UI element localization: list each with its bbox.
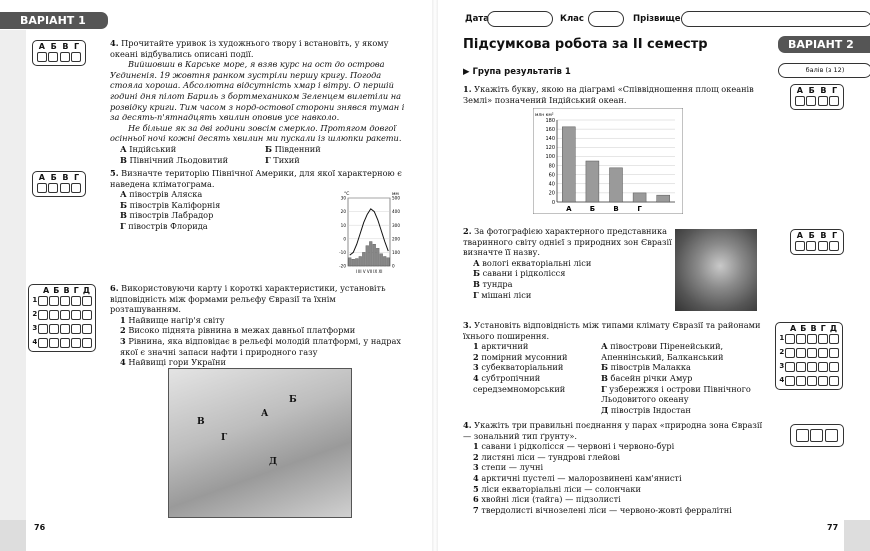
precipitation-bar bbox=[387, 258, 390, 266]
answer-grid-q5-left[interactable]: А Б В Г bbox=[32, 171, 86, 197]
climatogram-chart bbox=[330, 188, 408, 276]
precipitation-unit-label: мм bbox=[392, 192, 399, 197]
precipitation-bar bbox=[362, 252, 365, 266]
precipitation-tick-label: 100 bbox=[392, 250, 400, 255]
y-tick-label: 40 bbox=[548, 181, 555, 188]
x-tick-label: Б bbox=[589, 205, 596, 213]
bar bbox=[657, 195, 670, 202]
page-title: Підсумкова робота за ІІ семестр bbox=[463, 37, 708, 52]
left-footer-strip bbox=[0, 520, 26, 551]
answer-grid-q1-right[interactable]: А Б В Г bbox=[790, 84, 844, 110]
precipitation-tick-label: 200 bbox=[392, 236, 400, 242]
lynx-photo bbox=[675, 229, 757, 311]
y-axis-label: млн км² bbox=[535, 113, 554, 118]
precipitation-tick-label: 400 bbox=[392, 209, 400, 215]
surname-label: Прізвище bbox=[633, 14, 681, 24]
precipitation-bar bbox=[376, 248, 379, 266]
precipitation-bar bbox=[359, 256, 362, 266]
temperature-tick-label: 0 bbox=[343, 236, 346, 242]
precipitation-bar bbox=[352, 259, 355, 266]
y-tick-label: 140 bbox=[545, 136, 555, 143]
precipitation-bar bbox=[380, 254, 383, 266]
eurasia-map: А Б В Г Д bbox=[168, 368, 352, 518]
class-label: Клас bbox=[560, 14, 584, 24]
y-tick-label: 0 bbox=[551, 199, 555, 206]
temperature-tick-label: 10 bbox=[340, 222, 346, 228]
page-number-left: 76 bbox=[34, 523, 46, 532]
y-tick-label: 180 bbox=[545, 117, 555, 124]
precipitation-tick-label: 500 bbox=[392, 195, 400, 201]
right-page bbox=[435, 0, 870, 551]
bar bbox=[610, 168, 623, 202]
answer-grid-q4-left[interactable]: А Б В Г bbox=[32, 40, 86, 66]
answer-grid-q4-right[interactable] bbox=[790, 424, 844, 447]
question-5-left: 5. Визначте територію Північної Америки, для якої характерною є наведена кліматограма. А півострів Аляска Б півострів Каліфорнія В півострів Лабрадор Г півострів Флорида bbox=[110, 168, 402, 231]
precipitation-bar bbox=[369, 242, 372, 266]
question-4-right: 4. Укажіть три правильні поєднання у парах «природна зона Євразії — зональний тип ґрунту». 1 савани і рідколісся — червоні і червоно-бурі 2 листяні ліси — тундрові глейові 3 степи — лучні 4 арктичні пустелі — малорозвинені кам'янисті 5 ліси екваторіальні ліси — солончаки 6 хвойні ліси (тайга) — підзолисті 7 твердолисті вічнозелені ліси — червоно-жовті ферралітні bbox=[463, 420, 763, 515]
y-tick-label: 100 bbox=[545, 154, 555, 161]
temperature-tick-label: -20 bbox=[339, 263, 346, 269]
climatogram-frame bbox=[348, 198, 390, 266]
precipitation-bar bbox=[348, 258, 351, 266]
temperature-tick-label: 30 bbox=[340, 195, 346, 201]
y-tick-label: 120 bbox=[545, 145, 555, 152]
precipitation-bar bbox=[366, 246, 369, 266]
ocean-area-bar-chart bbox=[533, 108, 683, 214]
question-2-right: 2. За фотографією характерного представника тваринного світу однієї з природних зон Євразії визначте її назву. А вологі екваторіальні ліси Б савани і рідколісся В тундра Г мішані ліси bbox=[463, 226, 672, 300]
precipitation-tick-label: 0 bbox=[392, 263, 395, 269]
left-margin-strip bbox=[0, 30, 26, 551]
question-3-right: 3. Установіть відповідність між типами клімату Євразії та районами їхнього поширення. 1 арктичний 2 помірний мусонний 3 субекваторіальний 4 субтропічний середземноморський А півострови Піренейський, Апеннінський, Балканський Б півострів Малакка В басейн річки Амур Г узбережжя і острови Північного Льодовитого океану Д півострів Індостан bbox=[463, 320, 761, 415]
surname-field[interactable] bbox=[681, 11, 870, 27]
question-4-left: 4. Прочитайте уривок із художнього твору і встановіть, у якому океані відбувались описані події. Вийшовши в Карське море, я взяв курс на ост до острова Уєдинєнія. 19 жовтня ранком зустріли першу кригу. Погода стояла хороша. Абсолютна відсутність хмар і вітру. О першій годині дня пілот Бариль з бортмехаником Зеленцем вилетіли на розвідку криги. Тим часом з норд-остової сторони знявся туман і за десять-п'ятнадцять хвилин оповив усе навколо. Не більше як за дві години зовсім смеркло. Протягом довгої осінньої ночі кожні десять хвилин ми пускали із шлюпки ракети. А Індійський Б Південний В Північний Льодовитий Г Тихий bbox=[110, 38, 405, 165]
answer-grid-q3-right[interactable]: А Б В Г Д 1 2 3 4 bbox=[775, 322, 843, 390]
x-tick-label: В bbox=[613, 205, 619, 213]
temperature-tick-label: 20 bbox=[340, 209, 346, 215]
bar bbox=[586, 161, 599, 202]
answer-grid-q6-left[interactable]: А Б В Г Д 1 2 3 4 bbox=[28, 284, 96, 352]
y-tick-label: 20 bbox=[548, 190, 555, 197]
question-6-left: 6. Використовуючи карту і короткі характеристики, установіть відповідність між формами рельєфу Євразії та їхнім розташуванням. 1 Найвище нагір'я світу 2 Високо піднята рівнина в межах давньої платформи 3 Рівнина, яка відповідає в рельєфі молодій платформі, у надрах якої є значні запаси нафти і природного газу 4 Найвищі гори України bbox=[110, 283, 401, 368]
temperature-unit-label: °C bbox=[344, 192, 350, 197]
precipitation-bar bbox=[383, 256, 386, 266]
precipitation-tick-label: 300 bbox=[392, 222, 400, 228]
y-tick-label: 80 bbox=[548, 163, 555, 170]
precipitation-bar bbox=[373, 244, 376, 266]
results-group-label: ▶ Група результатів 1 bbox=[463, 67, 571, 77]
variant-2-label: ВАРІАНТ 2 bbox=[778, 36, 870, 53]
bar bbox=[633, 193, 646, 202]
y-tick-label: 160 bbox=[545, 126, 555, 133]
x-tick-label: Г bbox=[637, 205, 642, 213]
class-field[interactable] bbox=[588, 11, 624, 27]
variant-1-label: ВАРІАНТ 1 bbox=[0, 12, 108, 29]
bar bbox=[562, 127, 575, 202]
score-field[interactable]: балів (з 12) bbox=[778, 63, 870, 78]
page-number-right: 77 bbox=[827, 523, 839, 532]
right-footer-strip bbox=[844, 520, 870, 551]
month-axis-labels: I III V VII IX XI bbox=[355, 269, 383, 274]
answer-grid-q2-right[interactable]: А Б В Г bbox=[790, 229, 844, 255]
y-tick-label: 60 bbox=[548, 172, 555, 179]
date-field[interactable] bbox=[487, 11, 553, 27]
x-tick-label: А bbox=[566, 205, 572, 213]
date-label: Дата bbox=[465, 14, 489, 24]
question-1-right: 1. Укажіть букву, якою на діаграмі «Співвідношення площ океанів Землі» позначений Індійський океан. bbox=[463, 84, 754, 105]
temperature-tick-label: -10 bbox=[339, 250, 346, 255]
precipitation-bar bbox=[355, 259, 358, 266]
